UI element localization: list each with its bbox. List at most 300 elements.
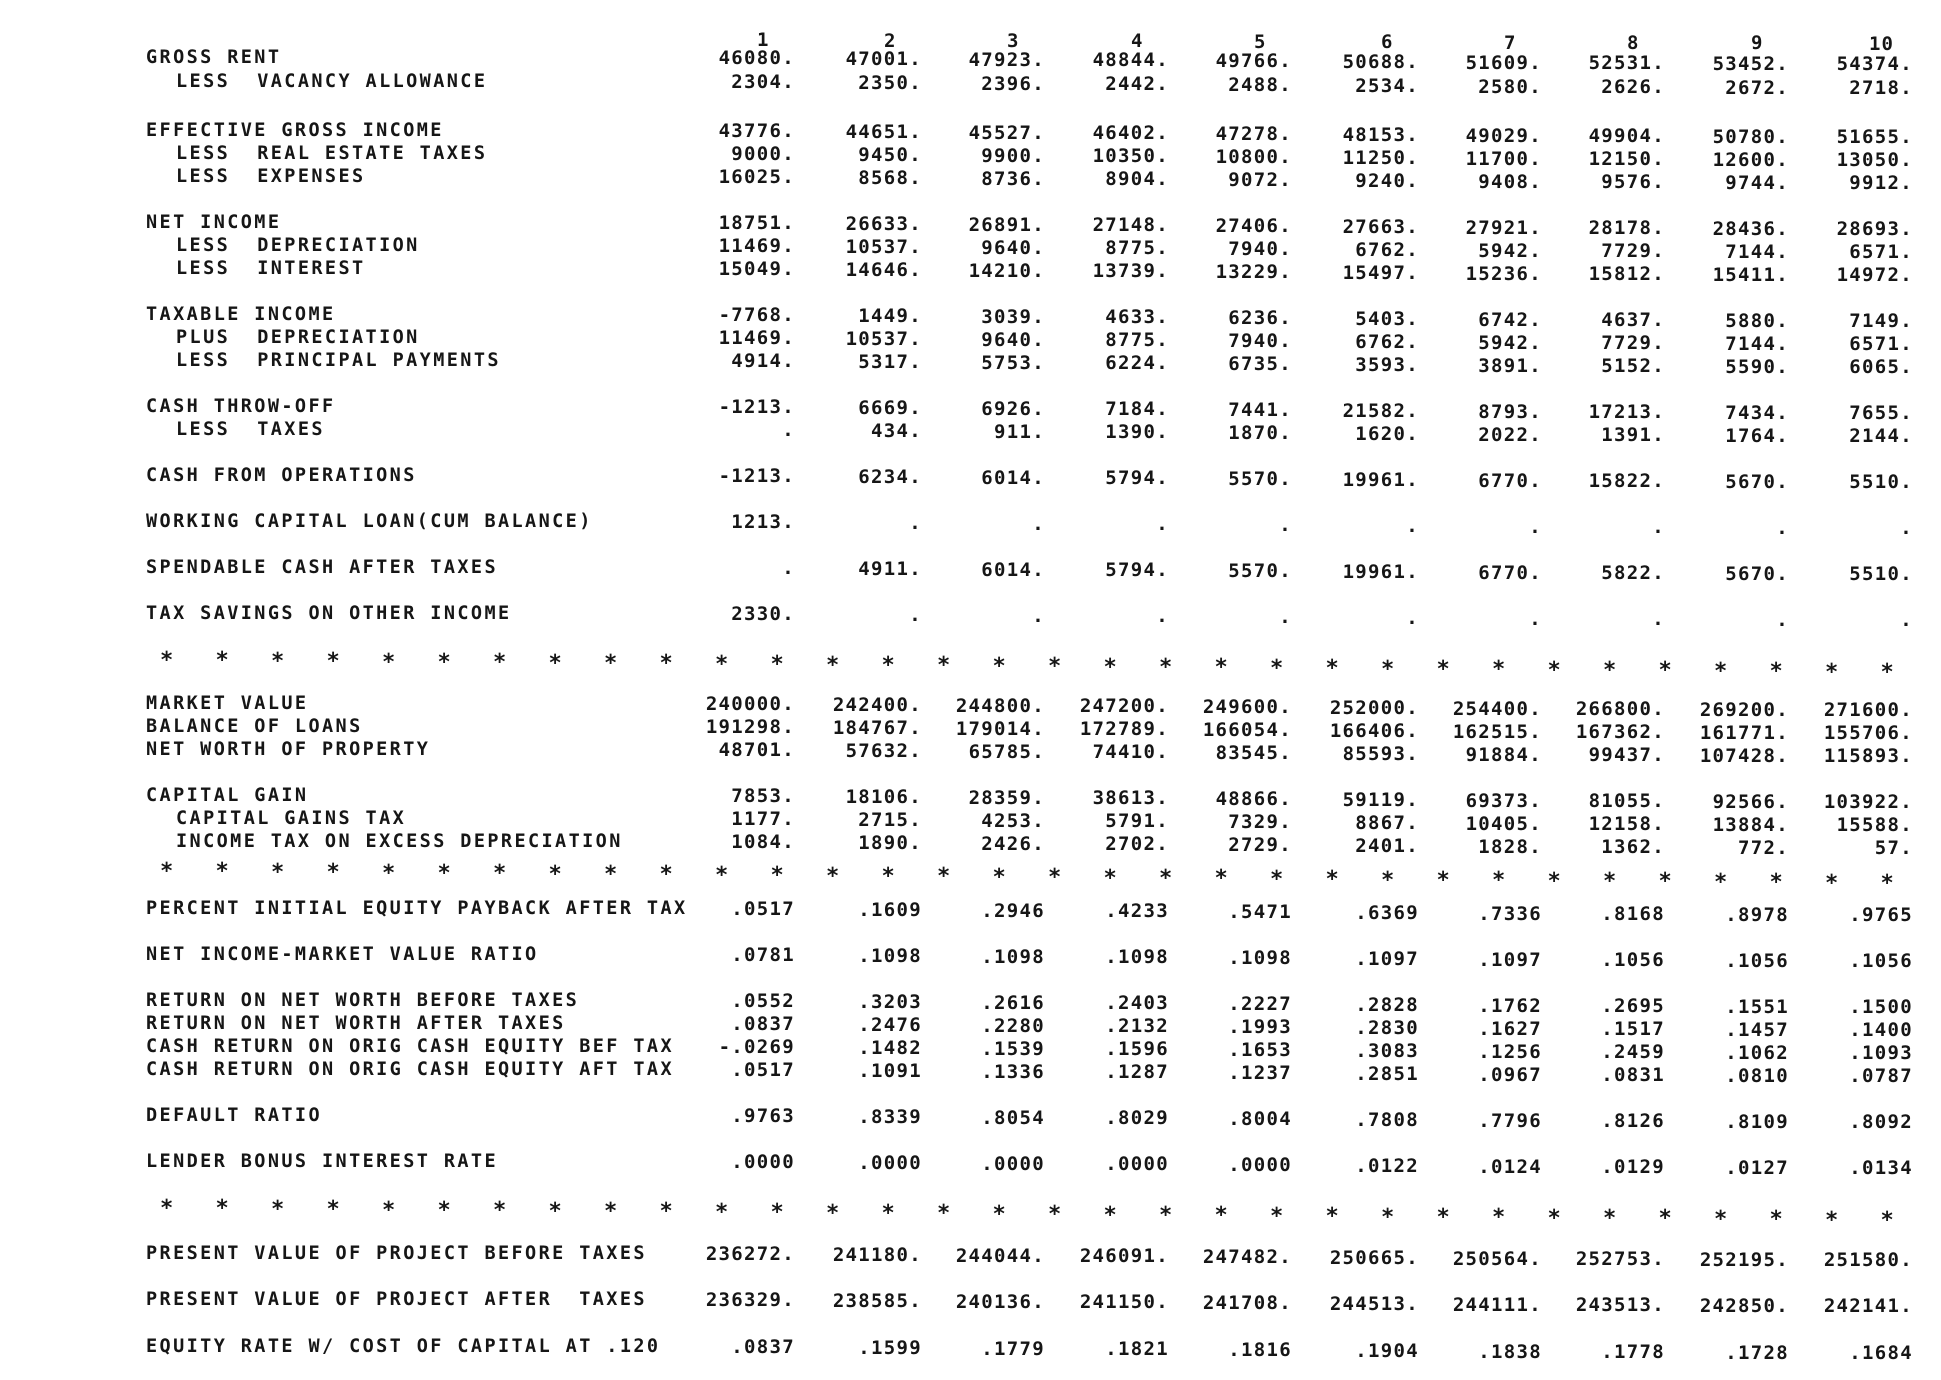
row-value-col-1: -1213. <box>718 465 795 487</box>
row-value-col-4: 2702. <box>1105 833 1169 855</box>
row-value-col-6: 1620. <box>1355 423 1419 445</box>
row-value-col-5: 7940. <box>1228 238 1292 260</box>
row-value-col-3: .2946 <box>981 899 1045 922</box>
row-value-col-1: 48701. <box>718 739 795 761</box>
row-value-col-6: . <box>1406 515 1419 537</box>
row-label: LESS PRINCIPAL PAYMENTS <box>176 350 501 371</box>
row-value-col-8: 266800. <box>1575 698 1665 720</box>
row-value-col-6: 3593. <box>1355 354 1419 376</box>
row-value-col-9: .0127 <box>1725 1156 1789 1179</box>
row-label: PRESENT VALUE OF PROJECT BEFORE TAXES <box>146 1243 647 1264</box>
separator-star: * <box>826 652 840 678</box>
separator-star: * <box>881 1201 895 1227</box>
separator-star: * <box>215 1196 229 1222</box>
row-value-col-2: 2350. <box>858 72 922 94</box>
separator-star: * <box>715 651 729 677</box>
row-value-col-6: .7808 <box>1355 1109 1419 1131</box>
row-value-col-7: .7336 <box>1478 902 1542 925</box>
row-value-col-10: .0787 <box>1849 1065 1913 1087</box>
row-value-col-5: 6735. <box>1228 353 1292 375</box>
row-value-col-4: .1098 <box>1105 946 1169 968</box>
row-value-col-6: 21582. <box>1342 400 1419 422</box>
row-value-col-6: .2828 <box>1355 994 1419 1016</box>
separator-star: * <box>1658 869 1672 895</box>
row-value-col-9: 2672. <box>1725 76 1789 99</box>
row-label: CASH FROM OPERATIONS <box>146 465 417 486</box>
row-value-col-7: .0124 <box>1478 1155 1542 1178</box>
row-value-col-8: 243513. <box>1575 1294 1665 1316</box>
row-value-col-6: .2851 <box>1355 1063 1419 1085</box>
row-value-col-4: .2132 <box>1105 1015 1169 1037</box>
row-value-col-10: 14972. <box>1836 264 1913 286</box>
separator-star: * <box>1325 1204 1339 1230</box>
row-value-col-2: 5317. <box>858 351 922 373</box>
row-value-col-3: .0000 <box>981 1152 1045 1175</box>
row-value-col-9: 5670. <box>1725 562 1789 585</box>
row-value-col-7: 162515. <box>1452 720 1542 743</box>
row-value-col-7: 5942. <box>1478 331 1542 354</box>
row-value-col-8: 15822. <box>1588 470 1665 492</box>
separator-star: * <box>715 862 729 888</box>
row-value-col-5: 13229. <box>1215 261 1292 283</box>
separator-star: * <box>1769 870 1783 896</box>
row-value-col-10: 6065. <box>1849 356 1913 378</box>
row-value-col-2: 6669. <box>858 397 922 419</box>
row-value-col-1: 1213. <box>731 511 795 533</box>
row-value-col-1: 2304. <box>731 71 795 93</box>
row-value-col-10: .8092 <box>1849 1111 1913 1133</box>
separator-star: * <box>1214 866 1228 892</box>
row-value-col-4: .1287 <box>1105 1061 1169 1083</box>
separator-star: * <box>881 864 895 890</box>
row-value-col-2: . <box>909 604 922 626</box>
row-value-col-7: 254400. <box>1452 697 1542 720</box>
row-value-col-5: .2227 <box>1228 993 1292 1015</box>
separator-star: * <box>160 648 174 673</box>
separator-star: * <box>1825 659 1839 685</box>
row-value-col-9: 7144. <box>1725 240 1789 263</box>
row-label: PRESENT VALUE OF PROJECT AFTER TAXES <box>146 1289 647 1310</box>
row-label: LESS EXPENSES <box>176 166 366 187</box>
row-value-col-7: 9408. <box>1478 170 1542 193</box>
separator-star: * <box>493 650 507 676</box>
row-label: CASH THROW-OFF <box>146 396 336 417</box>
separator-star: * <box>1825 1207 1839 1233</box>
row-value-col-4: 10350. <box>1092 145 1169 167</box>
row-value-col-8: 2626. <box>1601 76 1665 98</box>
row-value-col-3: 6014. <box>981 466 1045 489</box>
row-value-col-8: .1778 <box>1601 1341 1665 1363</box>
separator-star: * <box>326 1197 340 1223</box>
row-value-col-4: .2403 <box>1105 992 1169 1014</box>
row-value-col-8: .2459 <box>1601 1041 1665 1063</box>
row-value-col-7: 2022. <box>1478 423 1542 446</box>
row-value-col-5: 5570. <box>1228 468 1292 490</box>
row-value-col-9: 7144. <box>1725 332 1789 355</box>
row-value-col-6: .2830 <box>1355 1017 1419 1039</box>
row-value-col-2: 18106. <box>845 786 922 808</box>
row-value-col-3: 4253. <box>981 809 1045 832</box>
row-value-col-5: 10800. <box>1215 146 1292 168</box>
row-label: LESS DEPRECIATION <box>176 235 420 256</box>
separator-star: * <box>1048 1202 1062 1228</box>
row-value-col-7: .1838 <box>1478 1340 1542 1363</box>
row-value-col-6: .1904 <box>1355 1340 1419 1362</box>
row-value-col-8: 4637. <box>1601 309 1665 331</box>
row-value-col-9: .1062 <box>1725 1041 1789 1064</box>
row-value-col-1: .0517 <box>731 898 795 920</box>
row-value-col-9: .8109 <box>1725 1110 1789 1133</box>
row-value-col-1: -7768. <box>718 304 795 326</box>
row-value-col-2: .2476 <box>858 1014 922 1036</box>
row-label: LENDER BONUS INTEREST RATE <box>146 1151 498 1172</box>
row-value-col-5: 1870. <box>1228 422 1292 444</box>
row-value-col-5: 5570. <box>1228 560 1292 582</box>
separator-star: * <box>937 1201 951 1227</box>
row-value-col-6: 8867. <box>1355 812 1419 834</box>
separator-star: * <box>937 653 951 679</box>
row-value-col-3: .1539 <box>981 1037 1045 1060</box>
row-value-col-2: 242400. <box>832 694 922 716</box>
row-value-col-2: .0000 <box>858 1152 922 1174</box>
row-value-col-8: . <box>1652 608 1665 630</box>
row-label: GROSS RENT <box>146 47 282 68</box>
row-value-col-3: . <box>1032 604 1045 627</box>
separator-star: * <box>1214 1203 1228 1229</box>
row-value-col-4: .1596 <box>1105 1038 1169 1060</box>
row-value-col-10: .1093 <box>1849 1042 1913 1064</box>
column-header-5: 5 <box>1254 30 1267 53</box>
row-value-col-9: .1457 <box>1725 1018 1789 1041</box>
row-label: TAXABLE INCOME <box>146 304 336 325</box>
column-header-8: 8 <box>1627 32 1640 54</box>
row-value-col-7: 6742. <box>1478 308 1542 331</box>
separator-star: * <box>1159 654 1173 680</box>
row-value-col-7: . <box>1529 515 1542 538</box>
row-value-col-8: 81055. <box>1588 790 1665 812</box>
row-value-col-4: 4633. <box>1105 306 1169 328</box>
separator-star: * <box>382 649 396 675</box>
row-value-col-1: 43776. <box>718 120 795 142</box>
separator-star: * <box>1714 869 1728 895</box>
row-value-col-9: . <box>1776 516 1789 539</box>
row-value-col-1: .0517 <box>731 1059 795 1081</box>
row-value-col-5: 2488. <box>1228 74 1292 96</box>
row-value-col-8: . <box>1652 516 1665 538</box>
separator-star: * <box>826 1200 840 1226</box>
row-value-col-5: 49766. <box>1215 50 1292 72</box>
row-value-col-7: 11700. <box>1465 147 1542 170</box>
row-value-col-2: . <box>909 512 922 534</box>
row-value-col-7: 2580. <box>1478 75 1542 98</box>
row-value-col-5: 7329. <box>1228 811 1292 833</box>
row-value-col-2: 434. <box>871 420 922 442</box>
row-value-col-4: . <box>1156 605 1169 627</box>
separator-star: * <box>659 651 673 677</box>
separator-star: * <box>1825 870 1839 896</box>
row-value-col-10: . <box>1900 609 1913 631</box>
row-value-col-7: .1627 <box>1478 1017 1542 1040</box>
row-label: BALANCE OF LOANS <box>146 716 363 737</box>
row-value-col-2: 26633. <box>845 213 922 235</box>
row-value-col-6: 6762. <box>1355 239 1419 261</box>
row-value-col-7: 10405. <box>1465 812 1542 835</box>
row-value-col-9: .1551 <box>1725 995 1789 1018</box>
separator-star: * <box>881 653 895 679</box>
separator-star: * <box>1103 865 1117 891</box>
row-label: LESS VACANCY ALLOWANCE <box>176 71 488 92</box>
row-value-col-9: 13884. <box>1712 813 1789 836</box>
row-value-col-5: .1653 <box>1228 1039 1292 1061</box>
row-value-col-8: .8168 <box>1601 903 1665 925</box>
row-label: CAPITAL GAIN <box>146 785 309 806</box>
row-value-col-1: 11469. <box>718 327 795 349</box>
row-value-col-5: .1237 <box>1228 1062 1292 1084</box>
row-label: NET INCOME <box>146 212 282 233</box>
separator-star: * <box>1381 656 1395 682</box>
column-header-2: 2 <box>884 29 897 52</box>
row-value-col-2: 14646. <box>845 259 922 281</box>
separator-star: * <box>1270 1203 1284 1229</box>
row-label: CASH RETURN ON ORIG CASH EQUITY BEF TAX <box>146 1036 674 1057</box>
row-value-col-9: 28436. <box>1712 217 1789 240</box>
separator-star: * <box>437 860 451 886</box>
separator-star: * <box>937 864 951 890</box>
row-value-col-3: .8054 <box>981 1106 1045 1129</box>
row-value-col-2: 57632. <box>845 740 922 762</box>
row-value-col-8: 1362. <box>1601 836 1665 858</box>
row-value-col-4: 8904. <box>1105 168 1169 190</box>
row-value-col-10: 28693. <box>1836 218 1913 240</box>
row-label: LESS INTEREST <box>176 258 366 279</box>
row-label: WORKING CAPITAL LOAN(CUM BALANCE) <box>146 511 593 532</box>
row-value-col-2: 47001. <box>845 48 922 70</box>
row-value-col-9: 53452. <box>1712 52 1789 75</box>
row-value-col-1: .0552 <box>731 990 795 1012</box>
separator-star: * <box>548 1198 562 1224</box>
row-value-col-1: .0781 <box>731 944 795 966</box>
separator-star: * <box>1381 867 1395 893</box>
row-value-col-5: 247482. <box>1202 1246 1292 1268</box>
row-value-col-6: 250665. <box>1329 1247 1419 1269</box>
row-label: SPENDABLE CASH AFTER TAXES <box>146 557 498 578</box>
row-label: LESS TAXES <box>176 419 325 440</box>
row-value-col-1: 191298. <box>705 716 795 738</box>
row-value-col-6: 19961. <box>1342 561 1419 583</box>
separator-star: * <box>1492 657 1506 683</box>
row-value-col-7: 244111. <box>1452 1293 1542 1316</box>
row-value-col-4: .0000 <box>1105 1153 1169 1175</box>
row-value-col-2: .8339 <box>858 1106 922 1128</box>
row-value-col-10: . <box>1900 517 1913 539</box>
row-value-col-9: 92566. <box>1712 790 1789 813</box>
separator-star: * <box>1603 1206 1617 1232</box>
row-value-col-8: 12158. <box>1588 813 1665 835</box>
row-value-col-9: 269200. <box>1699 698 1789 721</box>
row-value-col-10: 2718. <box>1849 77 1913 99</box>
row-label: CAPITAL GAINS TAX <box>176 808 407 829</box>
row-value-col-1: 236272. <box>705 1243 795 1265</box>
row-value-col-5: 2729. <box>1228 834 1292 856</box>
row-label: TAX SAVINGS ON OTHER INCOME <box>146 603 512 624</box>
row-value-col-3: 45527. <box>968 121 1045 144</box>
row-value-col-9: 772. <box>1738 836 1789 859</box>
row-value-col-7: 91884. <box>1465 743 1542 766</box>
row-value-col-3: .1098 <box>981 945 1045 968</box>
separator-star: * <box>215 859 229 885</box>
separator-star: * <box>1159 865 1173 891</box>
row-value-col-5: . <box>1279 606 1292 628</box>
row-value-col-9: 5590. <box>1725 355 1789 378</box>
row-value-col-7: .7796 <box>1478 1109 1542 1132</box>
row-value-col-10: .1056 <box>1849 950 1913 972</box>
separator-star: * <box>548 650 562 676</box>
row-value-col-7: 15236. <box>1465 262 1542 285</box>
separator-star: * <box>1436 656 1450 682</box>
row-value-col-10: 57. <box>1874 837 1913 859</box>
row-value-col-7: 5942. <box>1478 239 1542 262</box>
row-label: PLUS DEPRECIATION <box>176 327 420 348</box>
row-value-col-2: .1599 <box>858 1337 922 1359</box>
row-value-col-9: .0810 <box>1725 1064 1789 1087</box>
row-value-col-1: 1084. <box>731 831 795 853</box>
row-label: NET WORTH OF PROPERTY <box>146 739 431 760</box>
row-value-col-5: .1098 <box>1228 947 1292 969</box>
separator-star: * <box>1436 867 1450 893</box>
row-value-col-8: 17213. <box>1588 401 1665 423</box>
separator-star: * <box>1880 871 1894 897</box>
row-value-col-4: 38613. <box>1092 787 1169 809</box>
row-value-col-9: 50780. <box>1712 125 1789 148</box>
row-value-col-7: 6770. <box>1478 469 1542 492</box>
row-value-col-3: 3039. <box>981 305 1045 328</box>
row-value-col-8: 15812. <box>1588 263 1665 285</box>
row-value-col-10: 7655. <box>1849 402 1913 424</box>
row-value-col-3: 14210. <box>968 259 1045 282</box>
row-value-col-3: 28359. <box>968 786 1045 809</box>
row-value-col-3: 9640. <box>981 236 1045 259</box>
row-value-col-1: 236329. <box>705 1289 795 1311</box>
row-value-col-9: . <box>1776 608 1789 631</box>
row-value-col-5: 7441. <box>1228 399 1292 421</box>
row-label: INCOME TAX ON EXCESS DEPRECIATION <box>176 831 623 852</box>
column-header-3: 3 <box>1007 29 1020 52</box>
row-value-col-7: 49029. <box>1465 124 1542 147</box>
row-value-col-2: 1890. <box>858 832 922 854</box>
row-value-col-3: 911. <box>994 420 1045 443</box>
row-value-col-2: 9450. <box>858 144 922 166</box>
row-value-col-10: 6571. <box>1849 241 1913 263</box>
row-value-col-4: 5794. <box>1105 467 1169 489</box>
row-value-col-5: .5471 <box>1228 901 1292 923</box>
row-value-col-10: .0134 <box>1849 1157 1913 1179</box>
row-value-col-4: 1390. <box>1105 421 1169 443</box>
row-value-col-9: 5670. <box>1725 470 1789 493</box>
separator-star: * <box>715 1199 729 1225</box>
row-value-col-1: 16025. <box>718 166 795 188</box>
separator-star: * <box>659 862 673 888</box>
row-value-col-1: 2330. <box>731 603 795 625</box>
row-value-col-8: 12150. <box>1588 148 1665 170</box>
row-value-col-6: 48153. <box>1342 124 1419 146</box>
row-value-col-5: .8004 <box>1228 1108 1292 1130</box>
row-value-col-6: 244513. <box>1329 1293 1419 1315</box>
row-value-col-10: .1500 <box>1849 996 1913 1018</box>
row-value-col-4: 247200. <box>1079 695 1169 717</box>
separator-star: * <box>1270 655 1284 681</box>
row-value-col-4: 6224. <box>1105 352 1169 374</box>
row-value-col-3: 5753. <box>981 351 1045 374</box>
row-value-col-5: 48866. <box>1215 788 1292 810</box>
row-value-col-10: 13050. <box>1836 149 1913 171</box>
row-label: MARKET VALUE <box>146 693 309 714</box>
separator-star: * <box>1880 1208 1894 1234</box>
row-value-col-3: 2426. <box>981 832 1045 855</box>
row-value-col-1: 240000. <box>705 693 795 715</box>
separator-star: * <box>1714 1206 1728 1232</box>
row-label: LESS REAL ESTATE TAXES <box>176 143 488 164</box>
row-value-col-10: 115893. <box>1823 745 1913 767</box>
row-value-col-10: .9765 <box>1849 904 1913 926</box>
row-value-col-2: .1098 <box>858 945 922 967</box>
separator-star: * <box>1658 1206 1672 1232</box>
row-value-col-8: 1391. <box>1601 424 1665 446</box>
row-value-col-6: 6762. <box>1355 331 1419 353</box>
row-value-col-10: 9912. <box>1849 172 1913 194</box>
column-header-9: 9 <box>1751 32 1764 55</box>
row-value-col-7: 1828. <box>1478 835 1542 858</box>
row-value-col-7: .1256 <box>1478 1040 1542 1063</box>
row-value-col-1: .0837 <box>731 1013 795 1035</box>
row-value-col-3: .1779 <box>981 1337 1045 1360</box>
row-value-col-5: .1993 <box>1228 1016 1292 1038</box>
separator-star: * <box>604 862 618 888</box>
row-value-col-6: . <box>1406 607 1419 629</box>
separator-star: * <box>1214 655 1228 681</box>
row-value-col-6: 9240. <box>1355 170 1419 192</box>
row-value-col-6: 15497. <box>1342 262 1419 284</box>
row-value-col-3: 8736. <box>981 167 1045 190</box>
row-value-col-6: 27663. <box>1342 216 1419 238</box>
row-value-col-1: .9763 <box>731 1105 795 1127</box>
row-value-col-8: .1517 <box>1601 1018 1665 1040</box>
row-value-col-10: 6571. <box>1849 333 1913 355</box>
row-label: EFFECTIVE GROSS INCOME <box>146 120 444 141</box>
row-value-col-3: 6926. <box>981 397 1045 420</box>
row-value-col-7: .1762 <box>1478 994 1542 1017</box>
separator-star: * <box>770 1200 784 1226</box>
separator-star: * <box>548 861 562 887</box>
row-value-col-2: 6234. <box>858 466 922 488</box>
row-value-col-6: .3083 <box>1355 1040 1419 1062</box>
column-header-6: 6 <box>1381 31 1394 54</box>
row-value-col-10: 2144. <box>1849 425 1913 447</box>
row-value-col-9: 242850. <box>1699 1294 1789 1317</box>
row-label: PERCENT INITIAL EQUITY PAYBACK AFTER TAX <box>146 898 688 919</box>
row-value-col-7: 27921. <box>1465 216 1542 239</box>
separator-star: * <box>1714 658 1728 684</box>
row-value-col-9: 9744. <box>1725 171 1789 194</box>
row-value-col-10: 242141. <box>1823 1295 1913 1317</box>
row-value-col-6: 2401. <box>1355 835 1419 857</box>
row-value-col-6: 11250. <box>1342 147 1419 169</box>
row-value-col-5: 249600. <box>1202 696 1292 718</box>
row-value-col-1: 1177. <box>731 808 795 830</box>
row-value-col-8: 7729. <box>1601 240 1665 262</box>
separator-star: * <box>1547 1205 1561 1231</box>
separator-star: * <box>1436 1204 1450 1230</box>
separator-star: * <box>659 1199 673 1225</box>
